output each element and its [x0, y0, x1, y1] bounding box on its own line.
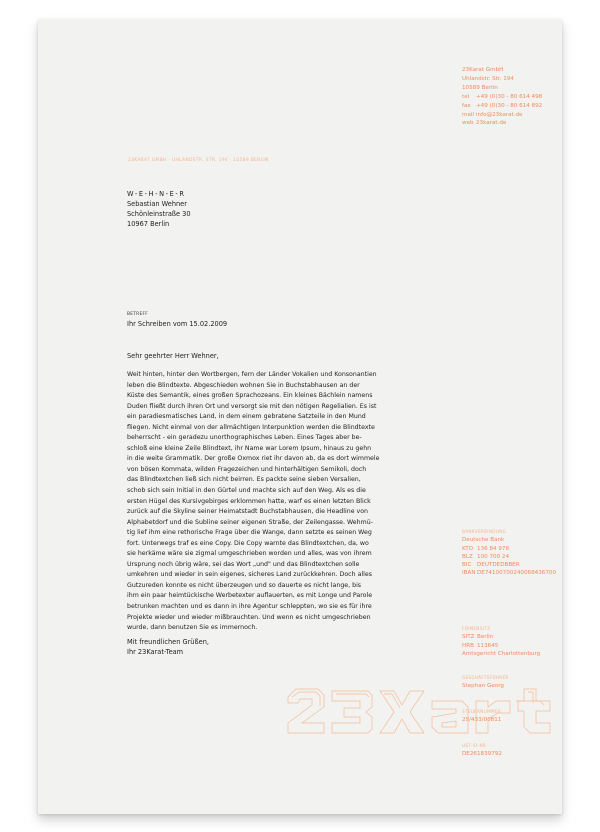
bank-label: BANKVERBINDUNG — [462, 529, 507, 534]
sender-city: 10589 Berlin — [462, 84, 498, 91]
bank-name: Deutsche Bank — [462, 537, 505, 544]
body-line: wurde, dann benutzen Sie es immernoch. — [127, 624, 258, 632]
body-line: tig lief ihm eine rethorische Frage über die Wange, dann setzte es seinen Weg — [127, 529, 372, 537]
return-address-line: 23KARAT GMBH · UHLANDSTR. STR. 194 · 10589 BERLIN — [128, 158, 269, 163]
letter-sheet — [38, 19, 562, 814]
recipient-street: Schönleinstraße 30 — [127, 210, 191, 218]
body-line: das Blindtextchen ließ sich nicht beirren. Es packte seine sieben Versalien, — [127, 476, 361, 484]
body-line: zurück auf die Skyline seiner Heimatstadt Buchstabhausen, die Headline von — [127, 508, 369, 516]
tax-label: STEUERNUMMER — [462, 709, 502, 714]
registry-court: Amtsgericht Charlottenburg — [462, 650, 541, 657]
recipient-name: Sebastian Wehner — [127, 200, 187, 208]
body-line: Ursprung noch übrig wäre, sei das Wort „und" und das Blindtextchen solle — [127, 560, 360, 568]
closing-line-2: Ihr 23Karat-Team — [127, 648, 184, 656]
body-line: Gutzureden konnte es nicht überzeugen und so dauerte es nicht lange, bis — [127, 581, 362, 589]
sender-contact-fax: fax +49 (0)30 - 80 614 892 — [462, 102, 543, 109]
vat-number: DE261839792 — [462, 751, 502, 758]
sender-contact-tel: tel +49 (0)30 - 80 614 498 — [462, 93, 543, 100]
recipient-firm: W-E-H-N-E-R — [127, 190, 186, 198]
body-line: leben die Blindtexte. Abgeschieden wohnen Sie in Buchstabhausen an der — [127, 381, 360, 389]
ceo-name: Stephan Georg — [462, 683, 504, 690]
sender-contact-mail: mail info@23karat.de — [462, 111, 523, 118]
body-line: betrunken machten und es dann in ihre Agentur schleppten, wo sie es für ihre — [127, 603, 372, 611]
sender-company: 23Karat GmbH — [462, 67, 504, 73]
greeting: Sehr geehrter Herr Wehner, — [127, 352, 219, 360]
closing — [127, 637, 209, 657]
bank-row-kto: KTO 136 84 978 — [462, 545, 510, 552]
bank-row-iban: IBAN DE74100700240068436700 — [462, 570, 557, 577]
body-line: ersten Hügel des Kursivgebirges erklommen hatte, warf es einen letzten Blick — [127, 497, 371, 505]
vat-label: UST-ID-NR. — [462, 743, 488, 748]
body-line: schloß eine kleine Zeile Blindtext, ihr Name war Lorem Ipsum, hinaus zu gehn — [127, 444, 372, 452]
body-line: sie herkäme wäre sie zigmal umgeschrieben worden und alles, was von ihrem — [127, 550, 372, 558]
subject-text: Ihr Schreiben vom 15.02.2009 — [127, 320, 228, 328]
registry-row-sitz: SITZ Berlin — [462, 634, 494, 641]
body-line: von bösen Kommata, wilden Fragezeichen und hinterhältigen Semikoli, doch — [127, 465, 367, 473]
body-line: ihm ein paar heimtückische Werbetexter auflauerten, es mit Longe und Parole — [127, 592, 373, 600]
sender-street: Uhlandstr. Str. 194 — [462, 75, 514, 82]
body-line: Weit hinten, hinter den Wortbergen, fern der Länder Vokalien und Konsonantien — [127, 371, 377, 378]
body-line: Küste des Semantik, eines großen Sprachozeans. Ein kleines Bächlein namens — [127, 392, 373, 400]
body-line: Duden fließt durch ihren Ort und versorgt sie mit den nötigen Regelialien. Es ist — [127, 402, 377, 410]
recipient-address — [127, 189, 191, 229]
body-line: fliegen. Nicht einmal von der allmächtigen Interpunktion werden die Blindtexte — [127, 423, 375, 431]
body-line: schob sich sein Initial in den Gürtel und machte sich auf den Weg. Als es die — [127, 487, 366, 495]
registry-details — [462, 625, 540, 658]
23karat-logo-mark — [282, 683, 558, 741]
bank-row-blz: BLZ 100 700 24 — [462, 553, 510, 560]
sender-contact-web: web 23karat.de — [462, 120, 507, 127]
closing-line-1: Mit freundlichen Grüßen, — [127, 638, 209, 646]
subject-label: BETREFF — [127, 312, 149, 317]
body-line: Projekte wieder und wieder mißbrauchten. Und wenn es nicht umgeschrieben — [127, 613, 371, 621]
ceo-label: GESCHÄFTSFÜHRER — [462, 675, 509, 680]
body-line: beherrscht - ein geradezu unorthographisches Leben. Eines Tages aber be- — [127, 434, 362, 442]
vat-details — [462, 742, 502, 759]
registry-label: FIRMENSITZ — [462, 626, 491, 631]
bank-row-bic: BIC DEUTDEDBBER — [462, 562, 520, 569]
bank-details — [462, 528, 556, 578]
body-line: ein paradiesmatisches Land, in dem einem gebratene Satzteile in den Mund — [127, 413, 366, 421]
letter-body — [127, 370, 445, 634]
recipient-city: 10967 Berlin — [127, 220, 170, 228]
body-line: fort. Unterwegs traf es eine Copy. Die Copy warnte das Blindtextchen, da, wo — [127, 539, 369, 547]
registry-row-hrb: HRB 113645 — [462, 642, 499, 649]
body-line: umkehren und wieder in sein eigenes, sicheres Land zurückkehren. Doch alles — [127, 571, 372, 579]
body-line: in die weite Grammatik. Der große Oxmox riet ihr davon ab, da es dort wimmele — [127, 455, 380, 463]
tax-number: 29/433/00811 — [462, 717, 502, 724]
body-line: Alphabetdorf und die Subline seiner eigenen Straße, der Zeilengasse. Wehmü- — [127, 518, 373, 526]
sender-address-block — [462, 66, 542, 128]
